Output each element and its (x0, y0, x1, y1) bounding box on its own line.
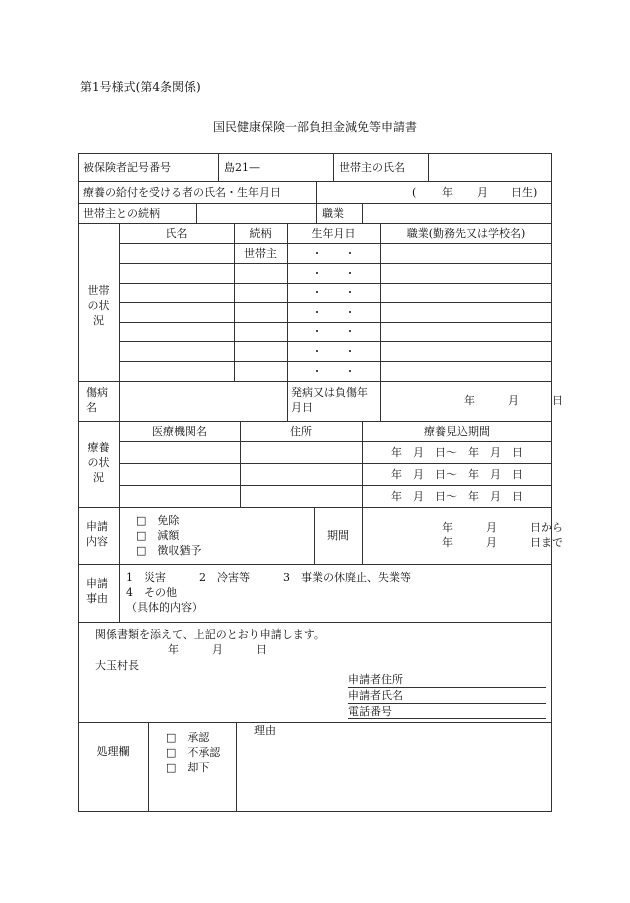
relationship-field[interactable] (200, 207, 312, 221)
period-label: 期間 (327, 529, 349, 542)
processing-label: 処理欄 (96, 745, 130, 758)
addressee: 大玉村長 (95, 659, 139, 672)
period-to-field[interactable]: 年 月 日まで (442, 536, 563, 549)
reason-label: 申請事由 (86, 577, 108, 605)
illness-name-field[interactable] (123, 395, 283, 409)
household-header-relation: 続柄 (249, 227, 272, 240)
reason-options[interactable]: 1 災害 2 冷害等 3 事業の休廃止、失業等 (126, 571, 411, 584)
applicant-phone-line[interactable] (348, 718, 546, 719)
birth-year-label: 年 (442, 186, 453, 199)
treatment-header-address: 住所 (290, 425, 312, 438)
disapprove-checkbox[interactable]: □ 不承認 (166, 746, 221, 759)
household-header-name: 氏名 (165, 227, 188, 240)
household-row-dob[interactable]: ・ ・ (311, 286, 356, 299)
applicant-phone-label: 電話番号 (348, 705, 392, 718)
household-row-dob[interactable]: ・ ・ (311, 325, 356, 338)
applicant-name-line[interactable] (348, 703, 546, 704)
household-row-dob[interactable]: ・ ・ (311, 267, 356, 280)
birth-month-label: 月 (477, 186, 488, 199)
option-exemption-checkbox[interactable]: □ 免除 (136, 514, 180, 527)
relationship-label: 世帯主との続柄 (83, 207, 160, 220)
occupation-field[interactable] (366, 207, 546, 221)
applicant-address-label: 申請者住所 (348, 673, 403, 686)
head-name-field[interactable] (432, 161, 547, 175)
onset-date-label: 発病又は負傷年月日 (291, 386, 368, 414)
household-row-dob[interactable]: ・ ・ (311, 247, 356, 260)
option-deferral-checkbox[interactable]: □ 徴収猶予 (136, 544, 202, 557)
period-from-field[interactable]: 年 月 日から (442, 521, 563, 534)
reason-details-label: （具体的内容） (126, 601, 203, 614)
head-name-label: 世帯主の氏名 (339, 161, 405, 174)
applicant-name-label: 申請者氏名 (348, 689, 403, 702)
birth-day-label: 日生) (511, 186, 538, 199)
processing-reason-label: 理由 (254, 724, 276, 737)
household-row-dob[interactable]: ・ ・ (311, 345, 356, 358)
application-label: 申請内容 (86, 520, 108, 548)
declaration-date[interactable]: 年 月 日 (168, 643, 267, 656)
household-section-label: 世帯の状況 (87, 284, 110, 327)
reason-other-option[interactable]: 4 その他 (126, 586, 177, 599)
household-header-dob: 生年月日 (311, 227, 356, 240)
treatment-header-institution: 医療機関名 (152, 425, 207, 438)
option-reduction-checkbox[interactable]: □ 減額 (136, 529, 180, 542)
insured-number-label: 被保険者記号番号 (83, 161, 171, 174)
treatment-row-period[interactable]: 年 月 日～ 年 月 日 (391, 446, 523, 459)
birth-open-paren: ( (412, 186, 417, 199)
page-title: 国民健康保険一部負担金減免等申請書 (212, 120, 417, 134)
approve-checkbox[interactable]: □ 承認 (166, 731, 210, 744)
treatment-section-label: 療養の状況 (87, 441, 110, 484)
household-row-dob[interactable]: ・ ・ (311, 306, 356, 319)
treatment-header-period: 療養見込期間 (424, 425, 490, 438)
treatment-row-period[interactable]: 年 月 日～ 年 月 日 (391, 490, 523, 503)
form-number-label: 第1号様式(第4条関係) (80, 80, 201, 94)
patient-label: 療養の給付を受ける者の氏名・生年月日 (83, 186, 281, 199)
illness-label: 傷病名 (86, 386, 108, 414)
occupation-label: 職業 (322, 207, 344, 220)
onset-date-field[interactable]: 年 月 日 (464, 394, 563, 407)
household-row-relation[interactable]: 世帯主 (244, 247, 277, 260)
treatment-row-period[interactable]: 年 月 日～ 年 月 日 (391, 468, 523, 481)
declaration-statement: 関係書類を添えて、上記のとおり申請します。 (95, 628, 325, 641)
household-header-job: 職業(勤務先又は学校名) (406, 227, 526, 240)
insured-number-field[interactable]: 島21— (224, 161, 260, 174)
household-row-dob[interactable]: ・ ・ (311, 365, 356, 378)
reject-checkbox[interactable]: □ 却下 (166, 761, 210, 774)
applicant-address-line[interactable] (348, 687, 546, 688)
